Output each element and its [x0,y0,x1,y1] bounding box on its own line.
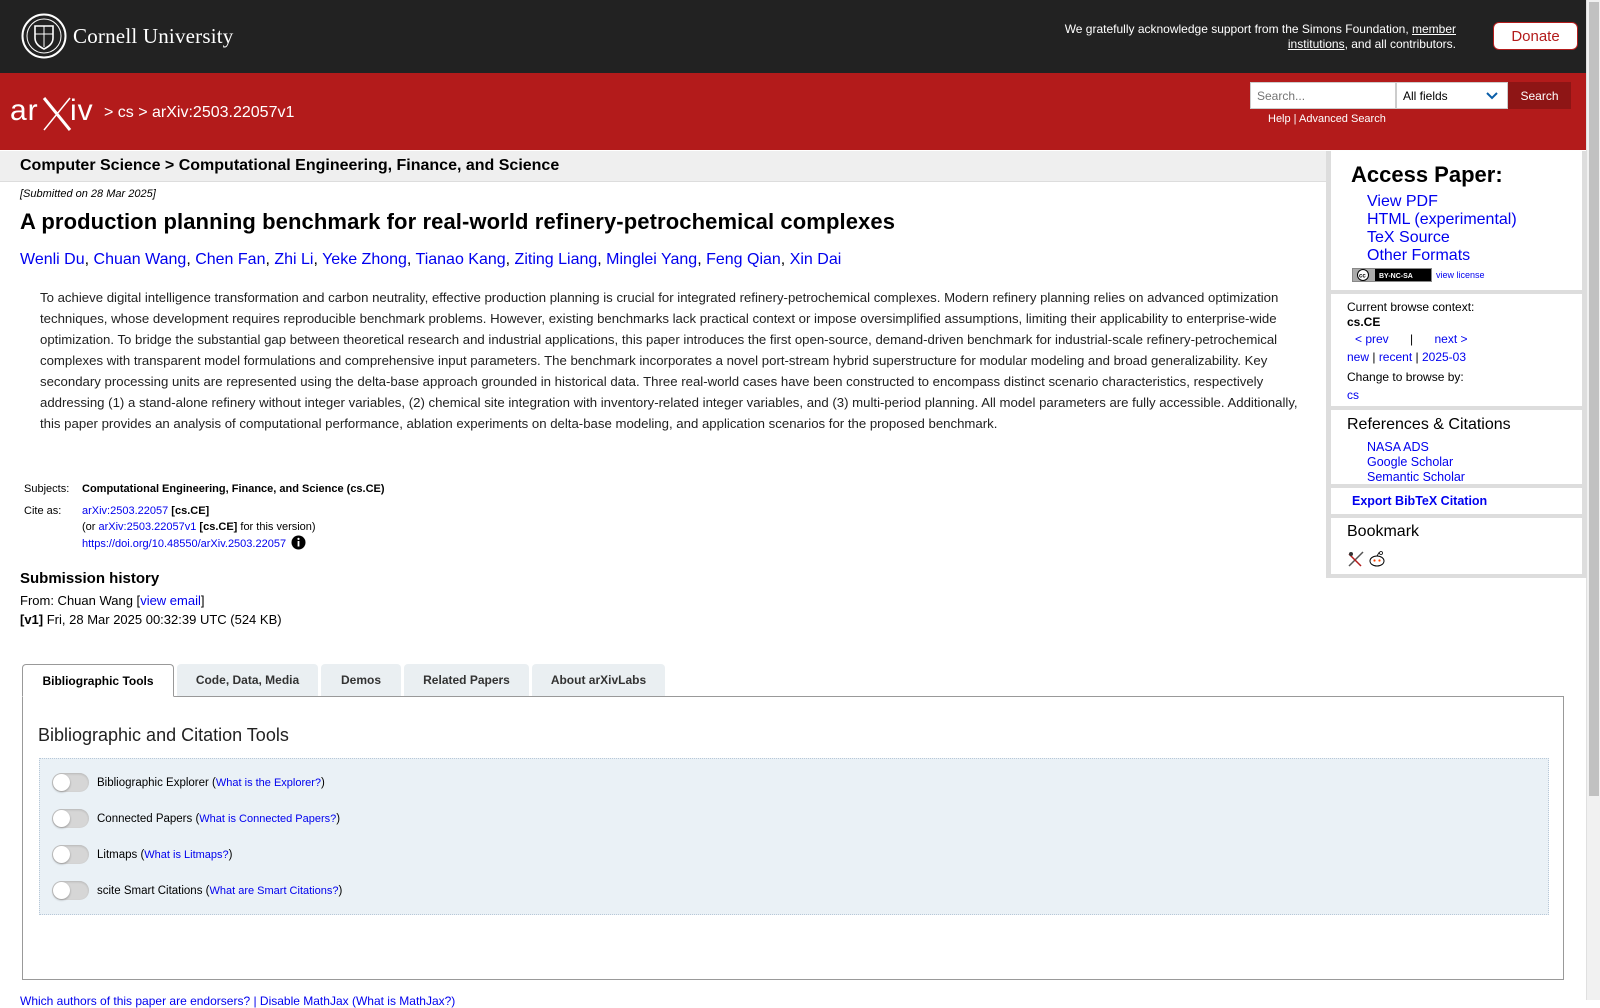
subjects-label: Subjects: [24,483,70,495]
context-label: Current browse context: [1347,300,1475,314]
chevron-down-icon [1485,89,1499,103]
bibliographic-explorer-toggle[interactable] [52,773,89,792]
view-pdf-link[interactable]: View PDF [1367,193,1438,210]
breadcrumb [104,104,294,122]
tool-row-connected-papers [52,809,340,828]
author-link[interactable]: Xin Dai [789,251,842,268]
month-link[interactable]: 2025-03 [1421,350,1467,364]
search-button[interactable]: Search [1508,82,1571,109]
svg-text:iv: iv [70,94,94,127]
author-link[interactable]: Ziting Liang [514,251,598,268]
tab-bar [22,664,668,697]
cite-row [22,501,387,554]
tab-about-arxivlabs[interactable]: About arXivLabs [532,664,665,696]
new-link[interactable]: new [1347,350,1370,364]
sidebar [1326,151,1587,578]
context-nav [1355,332,1468,346]
author-list [20,251,1310,269]
submission-history [20,570,282,627]
support-suffix: , and all contributors. [1344,37,1456,51]
info-icon[interactable] [291,535,306,550]
bookmark-box [1331,518,1582,574]
access-title: Access Paper: [1351,162,1503,187]
change-browse-label: Change to browse by: [1347,370,1464,384]
main-content [20,186,1310,434]
author-link[interactable]: Wenli Du [20,251,85,268]
scrollbar-thumb[interactable] [1589,2,1599,796]
litmaps-toggle[interactable] [52,845,89,864]
what-is-connected-papers-link[interactable]: What is Connected Papers? [199,812,337,825]
cornell-name: Cornell University [73,23,234,48]
cite-version-link[interactable]: arXiv:2503.22057v1 [98,521,197,533]
cite-or-suffix: for this version) [237,521,316,533]
metadata-table [20,477,389,556]
list-sep: | [1369,350,1379,364]
tool-label: Connected Papers ( [97,812,200,825]
subject-path: Computer Science > Computational Engineering, Finance, and Science [20,157,560,174]
author-sep: , [780,251,790,268]
arxiv-header [0,73,1586,150]
footer-links-cut[interactable]: Which authors of this paper are endorsers? | Disable MathJax (What is MathJax?) [20,994,456,1008]
panel-title: Bibliographic and Citation Tools [38,725,289,745]
history-version-1 [20,612,282,627]
browse-cs-link[interactable]: cs [1347,388,1359,402]
tool-close: ) [228,848,233,861]
member-institutions-link[interactable]: member institutions [1287,22,1456,51]
refs-title: References & Citations [1347,416,1511,433]
other-formats-link[interactable]: Other Formats [1367,247,1471,264]
what-is-litmaps-link[interactable]: What is Litmaps? [144,848,229,861]
page-title: A production planning benchmark for real-world refinery-petrochemical complexes [20,209,896,234]
cornell-seal-icon [21,13,67,59]
view-license-link[interactable]: view license [1436,270,1485,280]
tool-label: scite Smart Citations ( [97,884,210,897]
tab-bibliographic-tools[interactable]: Bibliographic Tools [22,664,174,697]
history-from [20,593,282,608]
subjects-row [22,479,387,499]
doi-link[interactable]: https://doi.org/10.48550/arXiv.2503.22057 [82,538,287,550]
donate-button[interactable]: Donate [1493,22,1578,50]
arxiv-logo[interactable] [10,92,102,132]
next-link[interactable]: next > [1434,332,1468,346]
cite-version-category: [cs.CE] [196,521,238,533]
tool-label: Litmaps ( [97,848,145,861]
refs-links [1367,440,1465,485]
nasa-ads-link[interactable]: NASA ADS [1367,440,1429,454]
history-from-prefix: From: Chuan Wang [ [20,593,141,608]
tab-code-data-media[interactable]: Code, Data, Media [177,664,318,696]
search-input[interactable] [1250,82,1396,109]
tool-close: ) [321,776,325,789]
author-sep: , [313,251,323,268]
nav-sep: | [1410,332,1414,346]
support-text [1036,22,1456,52]
connected-papers-toggle[interactable] [52,809,89,828]
field-select-value: All fields [1403,89,1448,103]
author-link[interactable]: Tianao Kang [415,251,506,268]
author-sep: , [697,251,707,268]
google-scholar-link[interactable]: Google Scholar [1367,455,1454,469]
page-scrollbar[interactable] [1586,0,1600,1000]
tools-box [39,758,1549,915]
tab-demos[interactable]: Demos [321,664,401,696]
history-from-suffix: ] [200,593,205,608]
bookmark-icons [1347,550,1386,568]
bookmark-title: Bookmark [1347,523,1420,540]
tool-row-explorer [52,773,325,792]
version-label: [v1] [20,612,44,627]
view-email-link[interactable]: view email [140,593,201,608]
tool-row-scite [52,881,342,900]
author-sep: , [597,251,607,268]
cornell-header [0,0,1586,73]
author-sep: , [265,251,275,268]
search-field-select[interactable] [1396,82,1508,109]
cite-label: Cite as: [24,505,62,517]
cc-license-badge-icon[interactable] [1352,268,1432,282]
cite-or-prefix: (or [82,521,99,533]
license-badge-text: BY-NC-SA [1379,273,1413,280]
context-value: cs.CE [1347,315,1381,329]
cite-category: [cs.CE] [168,505,210,517]
advanced-search-link[interactable]: Advanced Search [1299,113,1386,125]
tool-label: Bibliographic Explorer ( [97,776,216,789]
tab-related-papers[interactable]: Related Papers [404,664,529,696]
tool-close: ) [338,884,343,897]
version-text: Fri, 28 Mar 2025 00:32:39 UTC (524 KB) [43,612,282,627]
author-sep: , [84,251,94,268]
cornell-logo[interactable] [21,13,234,59]
support-prefix: We gratefully acknowledge support from the Simons Foundation, [1064,22,1412,36]
prev-link[interactable]: < prev [1355,332,1389,346]
access-links [1367,193,1517,265]
references-box [1331,410,1582,484]
svg-text:ar: ar [10,94,39,127]
what-are-smart-citations-link[interactable]: What are Smart Citations? [209,884,339,897]
export-box [1331,488,1582,514]
help-links [1268,113,1386,125]
author-link[interactable]: Zhi Li [274,251,314,268]
cite-id-link[interactable]: arXiv:2503.22057 [82,505,169,517]
subjects-value: Computational Engineering, Finance, and Science (cs.CE) [82,483,385,495]
tool-close: ) [336,812,341,825]
browse-context-box [1331,294,1582,406]
author-link[interactable]: Chen Fan [195,251,266,268]
access-paper-box [1331,151,1582,290]
author-link[interactable]: Chuan Wang [93,251,187,268]
author-link[interactable]: Feng Qian [706,251,781,268]
help-link[interactable]: Help [1268,113,1291,125]
author-sep: , [406,251,416,268]
semantic-scholar-link[interactable]: Semantic Scholar [1367,470,1465,484]
breadcrumb-sep: > [104,104,118,121]
author-link[interactable]: Minglei Yang [606,251,698,268]
list-sep: | [1412,350,1422,364]
bibsonomy-icon[interactable] [1347,550,1365,568]
subject-header [0,151,1328,182]
author-sep: , [505,251,515,268]
tool-row-litmaps [52,845,233,864]
html-link[interactable]: HTML (experimental) [1367,211,1517,228]
author-sep: , [186,251,196,268]
svg-text:cc: cc [1359,273,1366,280]
reddit-icon[interactable] [1368,550,1386,568]
scite-toggle[interactable] [52,881,89,900]
export-bibtex-link[interactable]: Export BibTeX Citation [1352,494,1488,508]
tab-panel [22,696,1564,980]
tex-source-link[interactable]: TeX Source [1367,229,1450,246]
history-title: Submission history [20,570,160,587]
abstract: To achieve digital intelligence transformation and carbon neutrality, effective production planning is crucial for integrated refinery-petrochemical complexes. Modern refinery planning relies on advanced optimization techniques, whose development requires reproducible benchmark problems. However, existing benchmarks lack practical context or impose oversimplified assumptions, limiting their applicability to enterprise-wide optimization. To bridge the substantial gap between theoretical research and industrial applications, this paper introduces the first open-source, demand-driven benchmark for industrial-scale refinery-petrochemical complexes with transparent model formulations and comprehensive input parameters. The benchmark incorporates a novel port-stream hybrid superstructure for modular modeling and broad generalizability. Key secondary processing units are represented using the delta-base approach grounded in historical data. Three real-world cases have been constructed to encompass distinct scenario characteristics, respectively addressing (1) a stand-alone refinery without integer variables, (2) chemical site integration with inventory-related integer variables, and (3) multi-period planning. All model parameters are fully accessible. Additionally, this paper provides an analysis of computational performance, ablation experiments on delta-base modeling, and application scenarios for the proposed benchmark. [40,290,1298,431]
context-lists [1347,350,1466,364]
recent-link[interactable]: recent [1378,350,1413,364]
submitted-date: [Submitted on 28 Mar 2025] [20,188,156,200]
help-sep: | [1290,113,1299,125]
breadcrumb-sep: > [133,104,153,121]
breadcrumb-cs[interactable]: cs [117,104,134,121]
breadcrumb-paper-id: arXiv:2503.22057v1 [152,104,295,121]
author-link[interactable]: Yeke Zhong [322,251,407,268]
what-is-explorer-link[interactable]: What is the Explorer? [215,776,322,789]
